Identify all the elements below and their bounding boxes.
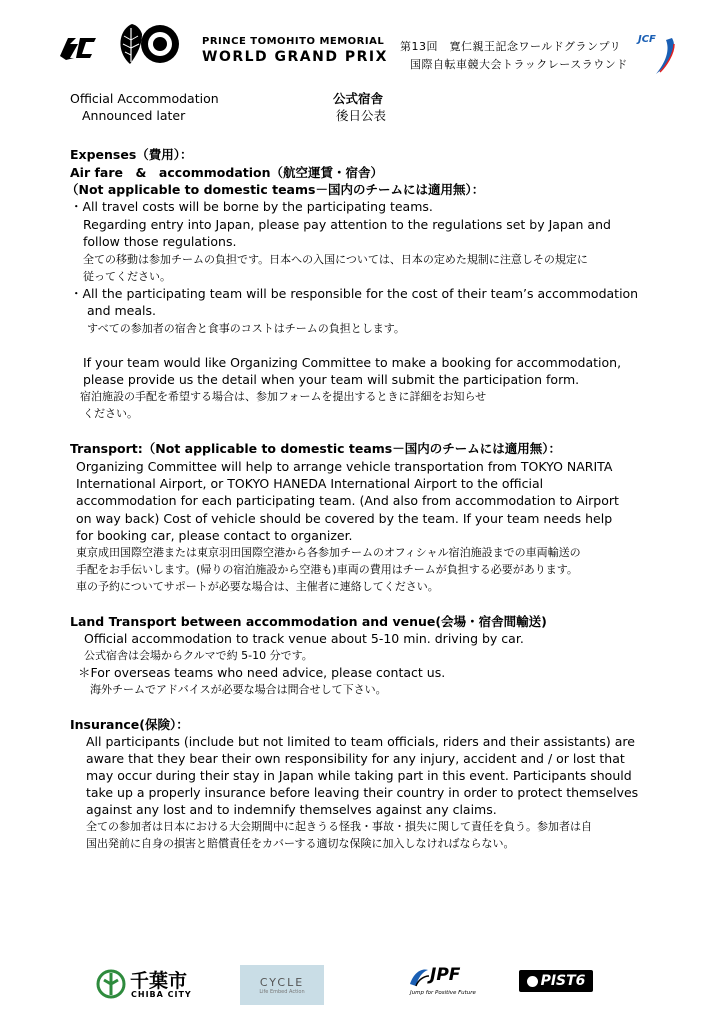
expenses-line: and meals.: [87, 303, 156, 318]
jcf-logo: [638, 30, 678, 76]
jcf-logo-text: JCF: [638, 34, 656, 45]
insurance-heading: Insurance(保険）：: [70, 717, 189, 732]
booking-line: If your team would like Organizing Committee to make a booking for accommodation,: [83, 355, 622, 370]
expenses-line: ・All the participating team will be responsible for the cost of their team’s accommodation: [70, 286, 639, 301]
transport-jp-line: 手配をお手伝いします。(帰りの宿泊施設から空港も)車両の費用はチームが負担する必要があります。: [76, 563, 578, 576]
transport-line: Organizing Committee will help to arrange vehicle transportation from TOKYO NARITA: [76, 459, 613, 474]
insurance-line: take up a properly insurance before leaving their country in order to protect themselves: [86, 785, 639, 800]
official-accommodation-value: Announced later: [82, 108, 186, 123]
expenses-jp-line: すべての参加者の宿舎と食事のコストはチームの負担とします。: [87, 322, 405, 335]
official-accommodation-label-jp: 公式宿舎: [333, 91, 384, 106]
expenses-heading: Expenses（費用）：: [70, 147, 193, 162]
booking-line: please provide us the detail when your team will submit the participation form.: [83, 372, 580, 387]
expenses-line: ・All travel costs will be borne by the participating teams.: [70, 199, 433, 214]
chiba-emblem-icon: [96, 968, 126, 1000]
chiba-en-text: CHIBA CITY: [131, 990, 192, 999]
jpf-logo-text: JPF: [430, 965, 461, 985]
transport-line: on way back) Cost of vehicle should be covered by the team. If your team needs help: [76, 511, 613, 526]
grand-prix-emblem-icon: [112, 22, 192, 66]
pist6-logo: [519, 970, 593, 992]
land-transport-line2-jp: 海外チームでアドバイスが必要な場合は問合せして下さい。: [90, 683, 387, 696]
chiba-jp-text: 千葉市: [130, 970, 188, 992]
transport-line: International Airport, or TOKYO HANEDA International Airport to the official: [76, 476, 544, 491]
airfare-not-applicable: （Not applicable to domestic teams－国内のチームには適用無）：: [66, 182, 485, 197]
expenses-line: follow those regulations.: [83, 234, 237, 249]
land-transport-line1: Official accommodation to track venue about 5-10 min. driving by car.: [84, 631, 524, 646]
expenses-jp-line: 全ての移動は参加チームの負担です。日本への入国については、日本の定めた規制に注意しその規定に: [83, 253, 588, 266]
jpf-logo-sub: Jump for Positive Future: [410, 990, 476, 996]
pist6-logo-text: PIST6: [540, 973, 586, 989]
land-transport-line2: ＊For overseas teams who need advice, please contact us.: [78, 665, 446, 680]
cycle-logo-text: CYCLE: [259, 975, 305, 989]
booking-jp-line: ください。: [83, 407, 138, 420]
expenses-jp-line: 従ってください。: [83, 270, 171, 283]
header-title-line1: PRINCE TOMOHITO MEMORIAL: [202, 36, 385, 47]
transport-jp-line: 車の予約についてサポートが必要な場合は、主催者に連絡してください。: [76, 580, 439, 593]
insurance-line: may occur during their stay in Japan while taking part in this event. Participants should: [86, 768, 632, 783]
cycle-logo-sub: Life Embed Action: [259, 988, 305, 995]
transport-line: accommodation for each participating team. (And also from accommodation to Airport: [76, 493, 619, 508]
pist6-circle-icon: [527, 976, 538, 987]
sc-logo-icon: [56, 34, 100, 62]
transport-heading: Transport:（Not applicable to domestic teams－国内のチームには適用無）：: [70, 441, 561, 456]
expenses-line: Regarding entry into Japan, please pay attention to the regulations set by Japan and: [83, 217, 611, 232]
insurance-line: All participants (include but not limited to team officials, riders and their assistants) are: [86, 734, 635, 749]
official-accommodation-label: Official Accommodation: [70, 91, 219, 106]
header: [0, 0, 724, 80]
land-transport-heading: Land Transport between accommodation and venue(会場・宿舎間輸送): [70, 614, 547, 629]
header-jp-line2: 国際自転車競大会トラックレースラウンド: [410, 58, 628, 71]
transport-jp-line: 東京成田国際空港または東京羽田国際空港から各参加チームのオフィシャル宿泊施設までの車両輸送の: [76, 546, 581, 559]
header-jp-line1: 第13回 寛仁親王記念ワールドグランプリ: [400, 40, 622, 53]
footer-logos: [0, 960, 724, 1010]
header-title-line2: WORLD GRAND PRIX: [202, 49, 388, 65]
insurance-line: against any lost and to indemnify themselves against any claims.: [86, 802, 497, 817]
jcf-swoosh-icon: [652, 36, 678, 76]
insurance-jp-line: 国出発前に自身の損害と賠償責任をカバーする適切な保険に加入しなければならない。: [86, 837, 515, 850]
cycle-logo: [240, 965, 324, 1005]
transport-line: for booking car, please contact to organizer.: [76, 528, 353, 543]
insurance-line: aware that they bear their own responsibility for any injury, accident and / or lost that: [86, 751, 625, 766]
airfare-heading: Air fare & accommodation（航空運賃・宿舎）: [70, 165, 384, 180]
official-accommodation-value-jp: 後日公表: [336, 108, 387, 123]
insurance-jp-line: 全ての参加者は日本における大会期間中に起きうる怪我・事故・損失に関して責任を負う。参加者は自: [86, 820, 592, 833]
jpf-mark-icon: [408, 966, 430, 988]
booking-jp-line: 宿泊施設の手配を希望する場合は、参加フォームを提出するときに詳細をお知らせ: [80, 390, 487, 403]
land-transport-line1-jp: 公式宿舎は会場からクルマで約 5-10 分です。: [84, 649, 313, 662]
